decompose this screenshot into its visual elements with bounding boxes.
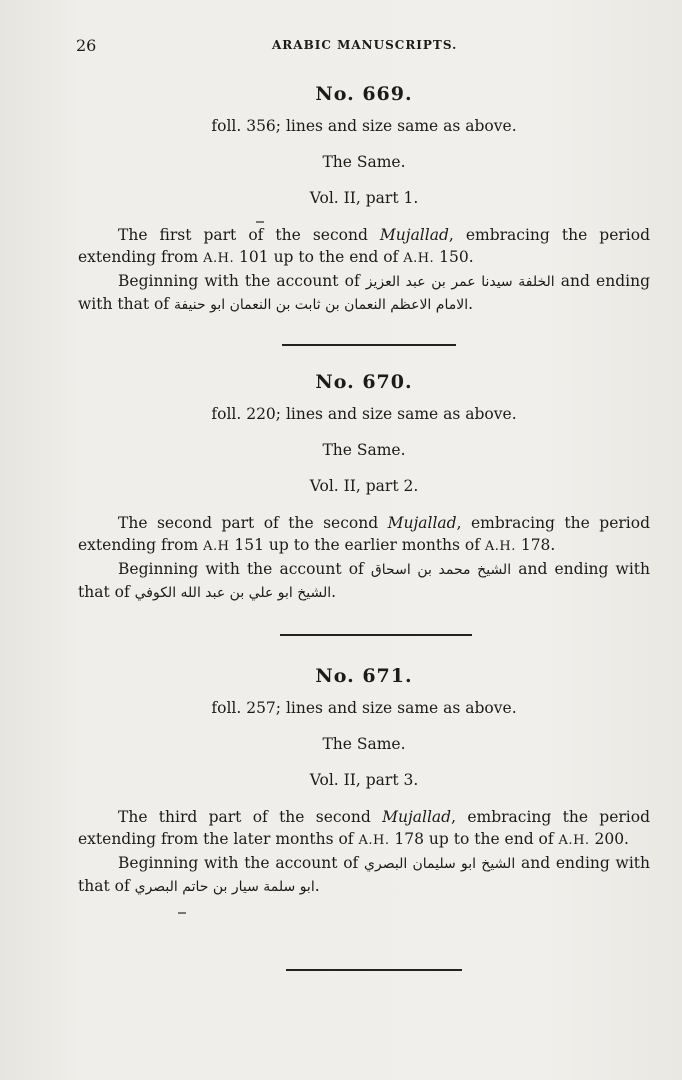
entry-vol: Vol. II, part 2. xyxy=(309,477,419,495)
entry-beginning: Beginning with the account of الشيخ ابو سليمان البصري and ending with that of ابو سلمة سيار بن حاتم البصري. xyxy=(78,854,650,895)
entry-same: The Same. xyxy=(322,153,406,171)
entry-description: The second part of the second Mujallad, embracing the period extending from A.H 151 up to the earlier months of A.H. 178. xyxy=(78,514,650,554)
entry-title: No. 670. xyxy=(315,371,413,393)
entry-beginning: Beginning with the account of الخلفة سيدنا عمر بن عبد العزيز and ending with that of الامام الاعظم النعمان بن ثابت بن النعمان ابو حنيفة. xyxy=(78,272,650,313)
catalog-entry-669 xyxy=(78,82,650,316)
section-divider xyxy=(286,969,462,971)
entry-title: No. 671. xyxy=(315,665,413,687)
ink-speck xyxy=(178,912,186,914)
entry-description: The third part of the second Mujallad, embracing the period extending from the later months of A.H. 178 up to the end of A.H. 200. xyxy=(78,808,651,848)
catalog-entry-671 xyxy=(78,664,650,898)
entry-vol: Vol. II, part 1. xyxy=(309,189,419,207)
section-divider xyxy=(280,634,472,636)
entry-title: No. 669. xyxy=(315,83,413,105)
catalog-entry-670 xyxy=(78,370,650,604)
entry-description: The first part of the second Mujallad, embracing the period extending from A.H. 101 up to the end of A.H. 150. xyxy=(78,226,650,266)
entry-foll: foll. 220; lines and size same as above. xyxy=(211,405,517,423)
entry-vol: Vol. II, part 3. xyxy=(309,771,419,789)
section-divider xyxy=(282,344,456,346)
entry-beginning: Beginning with the account of الشيخ محمد بن اسحاق and ending with that of الشيخ ابو علي بن عبد الله الكوفي. xyxy=(78,560,650,601)
running-head: ARABIC MANUSCRIPTS. xyxy=(272,38,458,52)
entry-foll: foll. 356; lines and size same as above. xyxy=(211,117,517,135)
page-number: 26 xyxy=(76,36,97,55)
entry-same: The Same. xyxy=(322,441,406,459)
entry-foll: foll. 257; lines and size same as above. xyxy=(211,699,517,717)
ink-speck xyxy=(256,221,264,223)
entry-same: The Same. xyxy=(322,735,406,753)
